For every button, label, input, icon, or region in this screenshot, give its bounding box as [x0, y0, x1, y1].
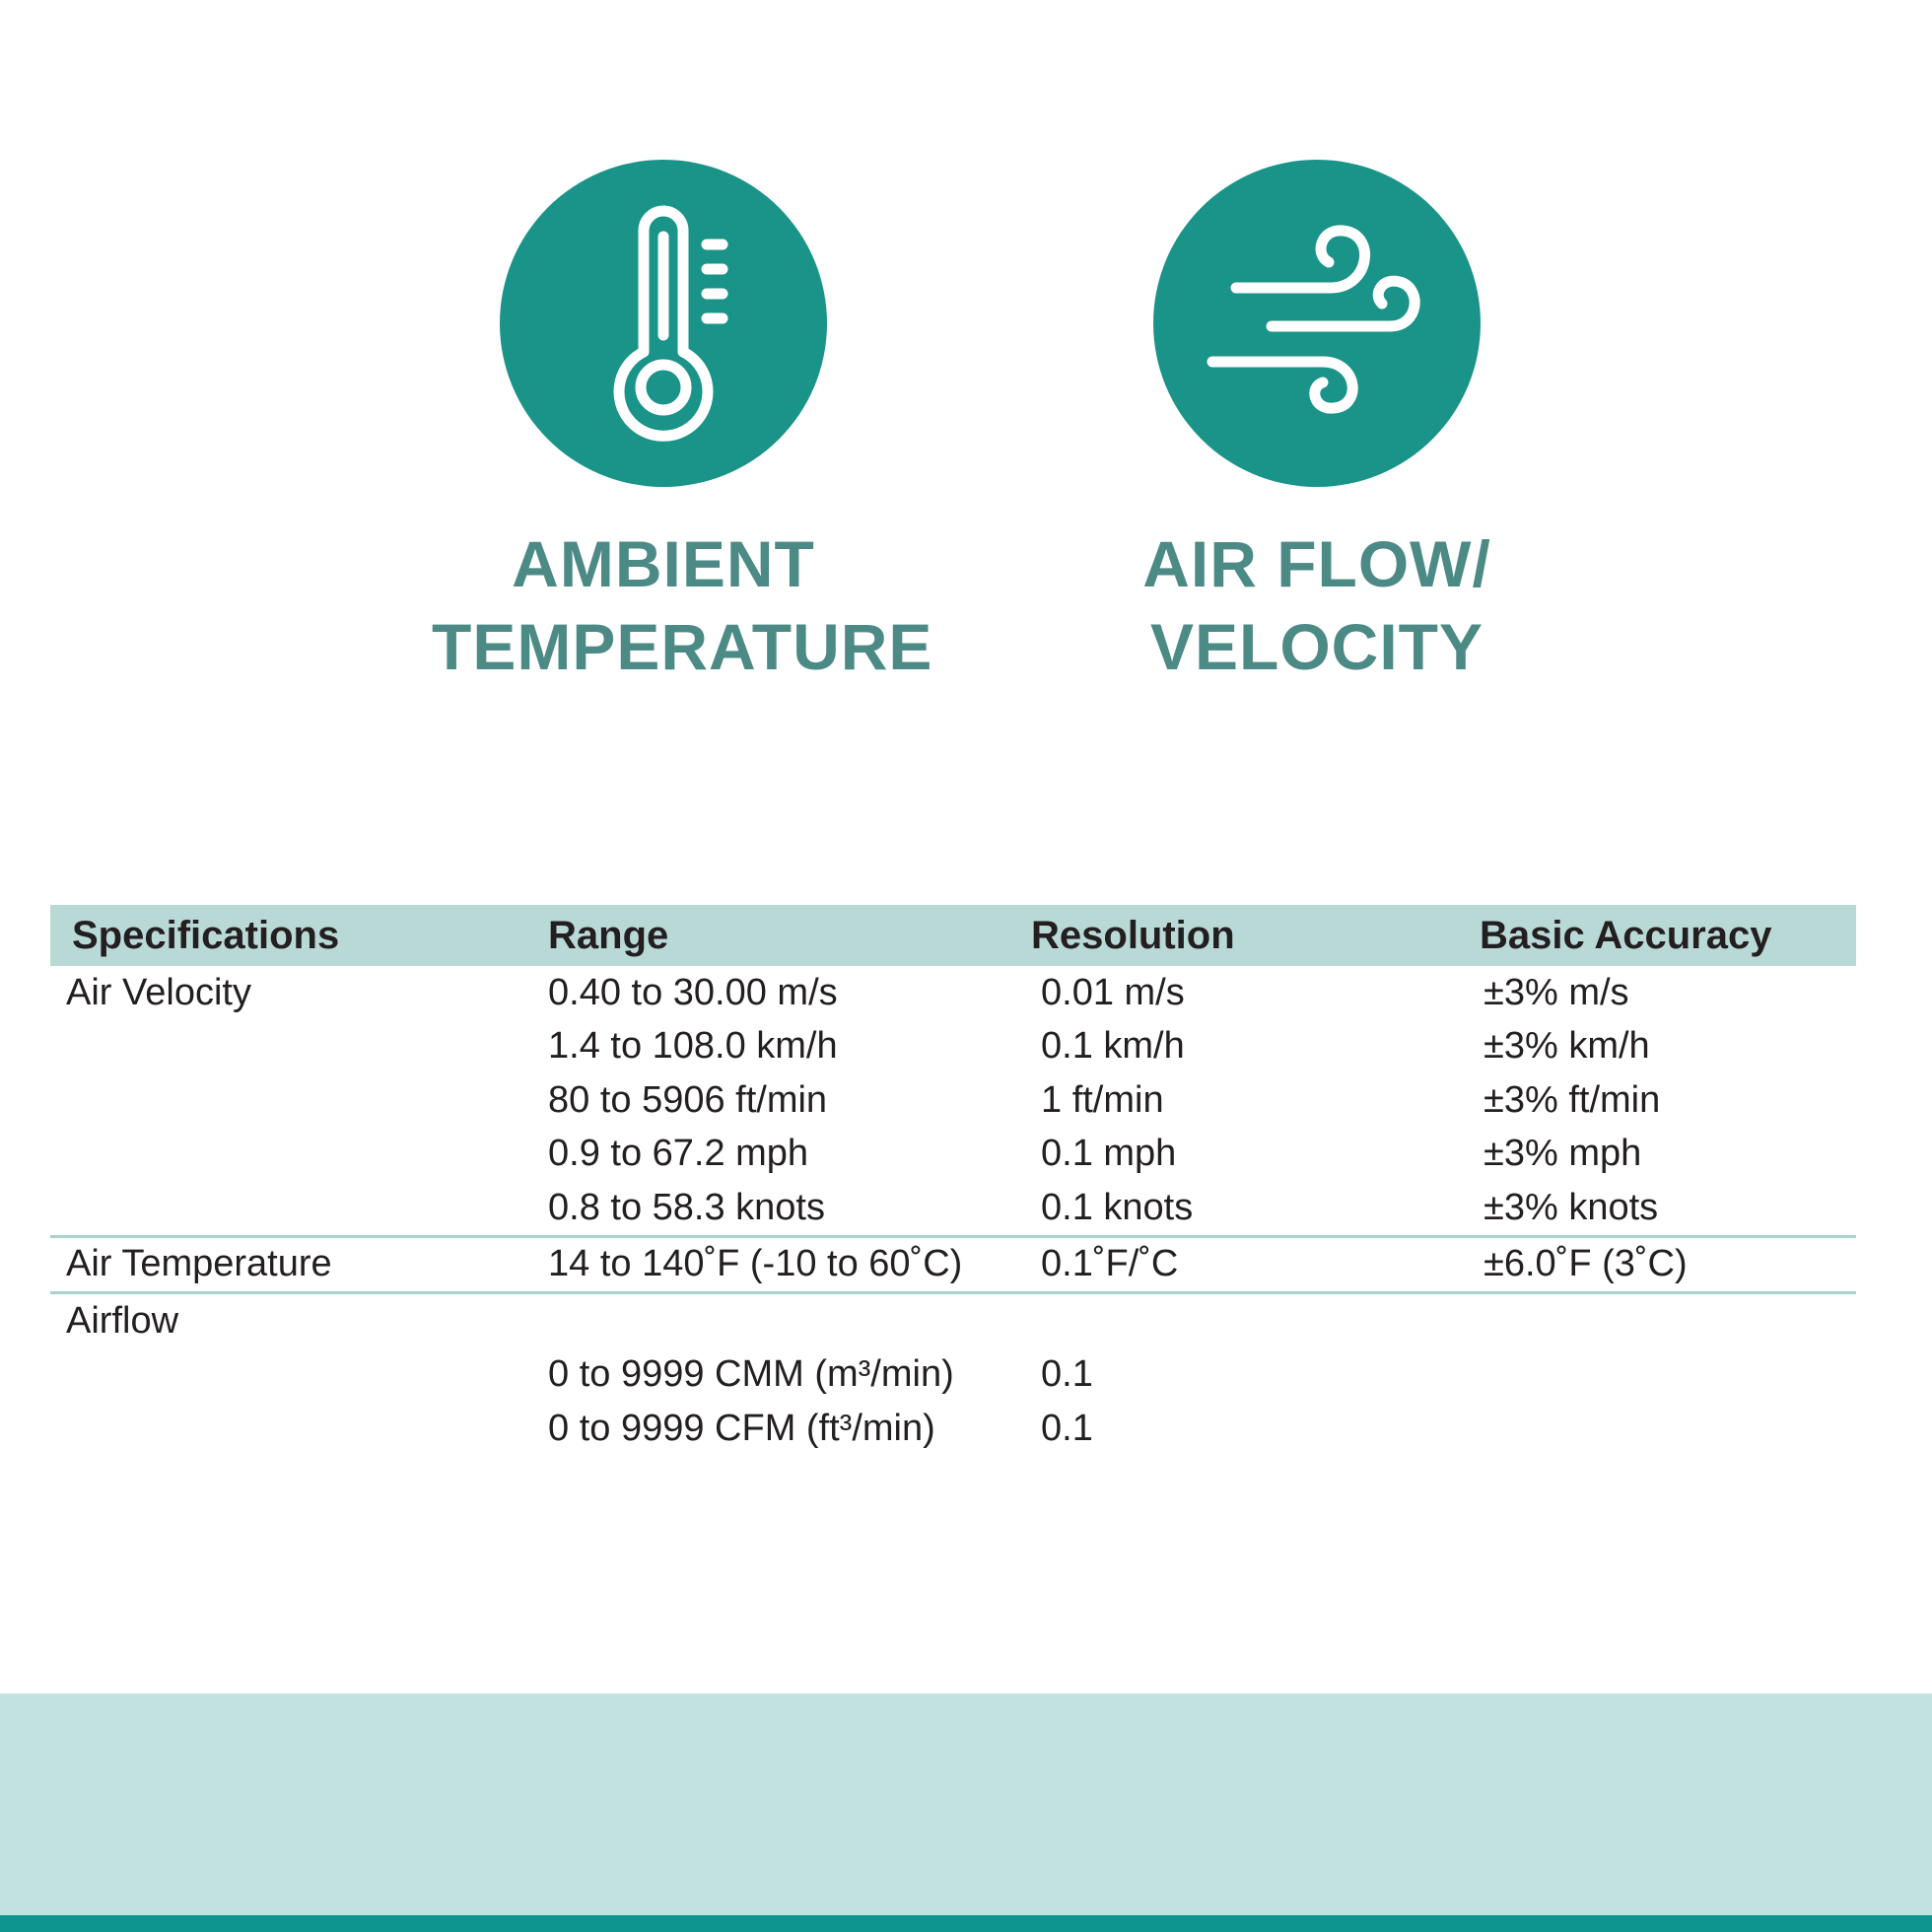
table-row: [50, 1348, 1856, 1403]
table-row: [50, 1402, 1856, 1456]
header-specifications: Specifications: [72, 913, 340, 957]
feature-label-line2: TEMPERATURE: [432, 610, 933, 683]
cell-spec: [50, 1402, 548, 1456]
table-header-row: [50, 905, 1856, 966]
table-row: [50, 1073, 1856, 1128]
cell-accuracy: ±3% km/h: [1484, 1025, 1650, 1068]
cell-resolution: 0.1˚F/˚C: [1031, 1236, 1480, 1293]
cell-spec: [50, 1020, 548, 1074]
cell-spec: [50, 1181, 548, 1236]
feature-ambient-temperature: [432, 160, 933, 688]
feature-air-flow-velocity: [1085, 160, 1549, 688]
cell-resolution: 0.1 mph: [1041, 1133, 1177, 1175]
header-resolution: Resolution: [1031, 913, 1235, 957]
cell-accuracy: ±3% ft/min: [1484, 1078, 1661, 1121]
cell-resolution: 0.1: [1041, 1353, 1093, 1396]
cell-accuracy: ±3% mph: [1484, 1133, 1642, 1175]
table-row: [50, 966, 1856, 1020]
cell-range: 0 to 9999 CMM (m³/min): [548, 1353, 954, 1396]
table-row: [50, 1181, 1856, 1236]
wind-icon: [1153, 160, 1481, 487]
cell-spec: Airflow: [66, 1299, 179, 1342]
specifications-table: [50, 905, 1856, 1456]
feature-label-line2: VELOCITY: [1149, 610, 1484, 683]
cell-resolution: [1031, 1293, 1480, 1348]
cell-spec: [50, 1348, 548, 1403]
feature-circle: [1153, 160, 1481, 487]
table-row: [50, 1128, 1856, 1182]
table-row: [50, 1020, 1856, 1074]
cell-range: 14 to 140˚F (-10 to 60˚C): [548, 1236, 1031, 1293]
cell-accuracy: ±3% m/s: [1484, 971, 1629, 1013]
cell-accuracy: [1480, 1348, 1856, 1403]
feature-circle: [500, 160, 827, 487]
thermometer-icon: [500, 160, 827, 487]
footer-stripe: [0, 1915, 1932, 1932]
table-row: [50, 1293, 1856, 1348]
cell-accuracy: [1480, 1293, 1856, 1348]
cell-spec: Air Temperature: [50, 1236, 548, 1293]
cell-range: 0.40 to 30.00 m/s: [548, 971, 838, 1013]
cell-resolution: 0.1 knots: [1031, 1181, 1480, 1236]
cell-range: 0 to 9999 CFM (ft³/min): [548, 1407, 935, 1449]
cell-range: 0.8 to 58.3 knots: [548, 1181, 1031, 1236]
cell-resolution: 0.1: [1041, 1407, 1093, 1449]
cell-accuracy: [1480, 1402, 1856, 1456]
cell-range: 1.4 to 108.0 km/h: [548, 1025, 838, 1068]
table-row: [50, 1236, 1856, 1293]
cell-spec: [50, 1128, 548, 1182]
footer-band: [0, 1693, 1932, 1915]
cell-spec: [50, 1073, 548, 1128]
cell-resolution: 0.01 m/s: [1041, 971, 1185, 1013]
cell-range: 0.9 to 67.2 mph: [548, 1133, 809, 1175]
cell-resolution: 0.1 km/h: [1041, 1025, 1185, 1068]
cell-accuracy: ±6.0˚F (3˚C): [1480, 1236, 1856, 1293]
feature-label: [1085, 522, 1549, 688]
feature-label: [432, 522, 933, 688]
feature-label-line1: AIR FLOW/: [1142, 527, 1491, 600]
header-basic-accuracy: Basic Accuracy: [1480, 913, 1772, 957]
feature-label-line1: AMBIENT: [512, 527, 815, 600]
header-range: Range: [548, 913, 669, 957]
cell-range: [548, 1293, 1031, 1348]
cell-range: 80 to 5906 ft/min: [548, 1078, 828, 1121]
cell-accuracy: ±3% knots: [1480, 1181, 1856, 1236]
cell-spec: Air Velocity: [66, 971, 251, 1013]
cell-resolution: 1 ft/min: [1041, 1078, 1164, 1121]
